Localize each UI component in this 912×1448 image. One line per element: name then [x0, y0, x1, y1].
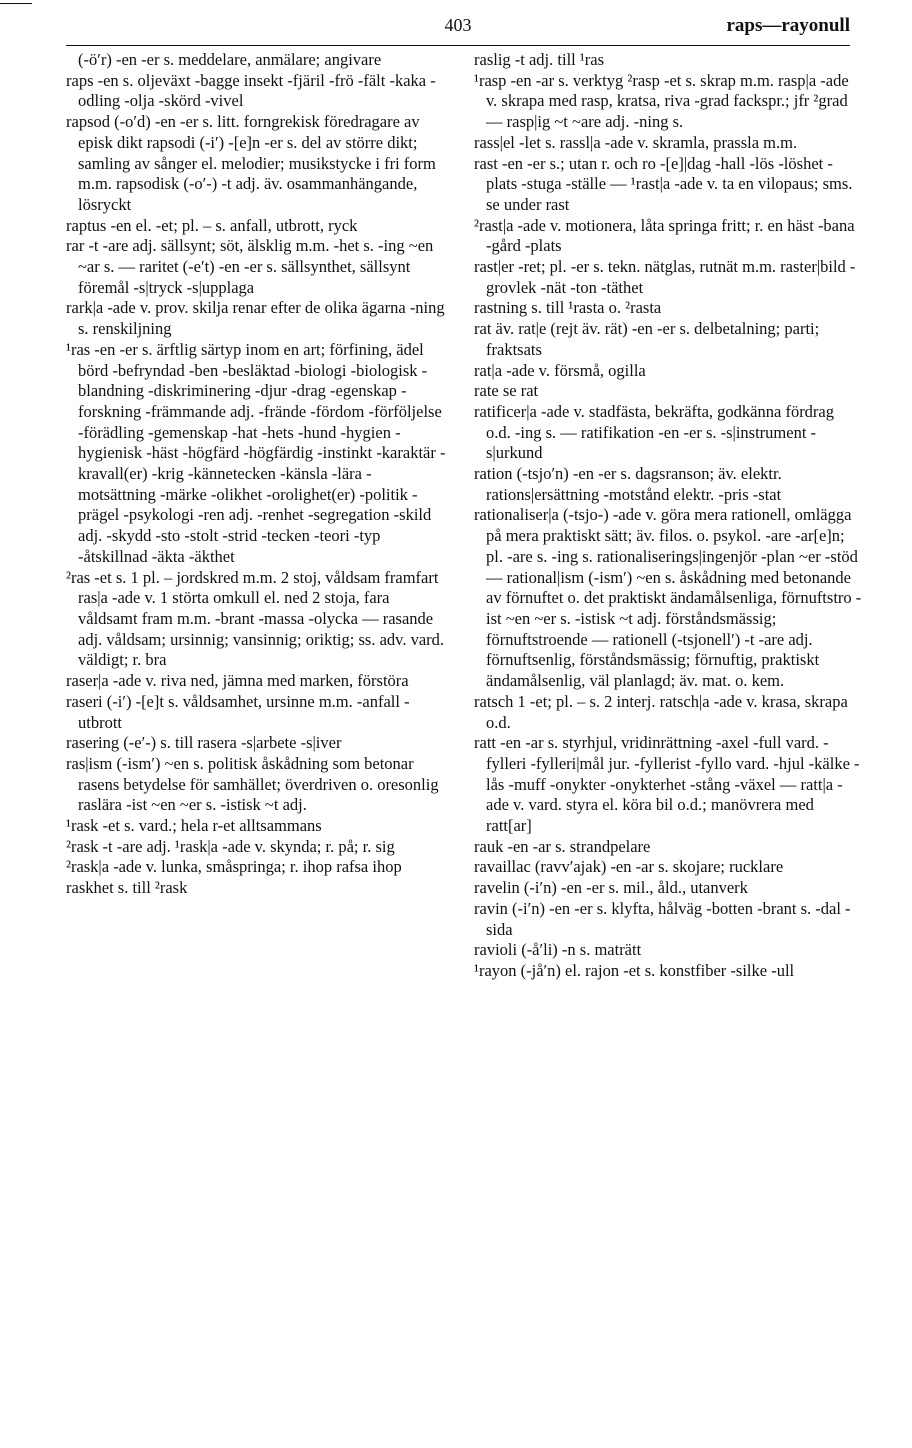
- dictionary-entry: raskhet s. till ²rask: [66, 878, 188, 898]
- dictionary-entry: ravioli (-å′li) -n s. maträtt: [474, 940, 642, 960]
- dictionary-entry: ratt -en -ar s. styrhjul, vridinrättning -axel -full vard. -fylleri -fylleri|mål jur. -fyllerist -fyllo vard. -hjul -kälke -lås -muff -onykter -onykterhet -stång -växel — ratt|a -ade v. vard. styra el. köra bil o.d.; manövrera med ratt[ar]: [474, 733, 860, 836]
- dictionary-entry: rauk -en -ar s. strandpelare: [474, 836, 651, 856]
- right-column: [474, 50, 862, 982]
- dictionary-entry: ravelin (-i′n) -en -er s. mil., åld., utanverk: [474, 878, 748, 898]
- dictionary-entry: ¹rask -et s. vard.; hela r-et alltsammans: [66, 816, 322, 836]
- dictionary-entry: rass|el -let s. rassl|a -ade v. skramla, prassla m.m.: [474, 132, 798, 152]
- dictionary-entry: ²rast|a -ade v. motionera, låta springa fritt; r. en häst -bana -gård -plats: [474, 215, 855, 256]
- dictionary-entry: rapsod (-o′d) -en -er s. litt. forngrekisk föredragare av episk dikt rapsodi (-i′) -[e]n -er s. del av större dikt; samling av sånger el. melodier; musikstycke i fri form m.m. rapsodisk (-o′-) -t adj. äv. osammanhängande, lösryckt: [66, 112, 436, 214]
- dictionary-entry: ration (-tsjo′n) -en -er s. dagsranson; äv. elektr. rations|ersättning -motstånd elektr. -pris -stat: [474, 464, 782, 504]
- dictionary-entry: (-ö′r) -en -er s. meddelare, anmälare; angivare: [78, 50, 382, 69]
- dictionary-entry: ¹rasp -en -ar s. verktyg ²rasp -et s. skrap m.m. rasp|a -ade v. skrapa med rasp, kratsa, riva -grad fackspr.; jfr ²grad — rasp|ig ~t ~are adj. -ning s.: [474, 70, 849, 132]
- left-column: [66, 50, 449, 899]
- dictionary-entry: rat äv. rat|e (rejt äv. rät) -en -er s. delbetalning; parti; fraktsats: [474, 319, 820, 359]
- dictionary-entry: rationaliser|a (-tsjo-) -ade v. göra mera rationell, omlägga på mera praktiskt sätt; äv. filos. o. psykol. -are -ar[e]n; pl. -are s. -ing s. rationaliserings|ingenjör -plan ~er -stöd — rational|ism (-ism′) ~en s. åskådning med betonande av förnuftet o. det praktiskt ändamålsenliga, förnuftstro -ist ~en ~er s. -istisk ~t adj. förståndsmässig; förnuftstroende — rationell (-tsjonell′) -t -are adj. förnuftsenlig, förståndsmässig; förnuftig, praktiskt ändamålsenlig, väl planlagd; äv. mat. o. kem.: [474, 505, 862, 691]
- dictionary-entry: raptus -en el. -et; pl. – s. anfall, utbrott, ryck: [66, 215, 358, 235]
- dictionary-entry: ravin (-i′n) -en -er s. klyfta, hålväg -botten -brant s. -dal -sida: [474, 898, 851, 939]
- dictionary-entry: rark|a -ade v. prov. skilja renar efter de olika ägarna -ning s. renskiljning: [66, 298, 445, 339]
- dictionary-entry: ¹rayon (-jå′n) el. rajon -et s. konstfiber -silke -ull: [474, 960, 795, 980]
- dictionary-entry: rat|a -ade v. försmå, ogilla: [474, 360, 646, 380]
- dictionary-entry: ²ras -et s. 1 pl. – jordskred m.m. 2 stoj, våldsam framfart ras|a -ade v. 1 störta omkull el. ned 2 stoja, fara våldsamt fram m.m. -brant -massa -olycka — rasande adj. våldsam; ursinnig; vansinnig; oriktig; ss. adv. vard. väldigt; r. bra: [66, 567, 445, 670]
- header-rule: [66, 45, 850, 46]
- dictionary-entry: rast|er -ret; pl. -er s. tekn. nätglas, rutnät m.m. raster|bild -grovlek -nät -ton -täthet: [474, 257, 856, 297]
- dictionary-entry: raser|a -ade v. riva ned, jämna med marken, förstöra: [66, 671, 409, 691]
- running-head: raps—rayonull: [726, 15, 850, 36]
- dictionary-entry: rasering (-e′-) s. till rasera -s|arbete -s|iver: [66, 733, 342, 753]
- dictionary-entry: ²rask|a -ade v. lunka, småspringa; r. ihop rafsa ihop: [66, 857, 402, 877]
- dictionary-entry: ravaillac (ravv′ajak) -en -ar s. skojare; rucklare: [474, 857, 784, 877]
- dictionary-entry: ratsch 1 -et; pl. – s. 2 interj. ratsch|a -ade v. krasa, skrapa o.d.: [474, 691, 848, 732]
- top-corner-rule: [0, 3, 32, 4]
- dictionary-entry: rast -en -er s.; utan r. och ro -[e]|dag -hall -lös -löshet -plats -stuga -ställe — ¹rast|a -ade v. ta en vilopaus; sms. se under rast: [474, 153, 853, 214]
- dictionary-entry: ¹ras -en -er s. ärftlig särtyp inom en art; förfining, ädel börd -befryndad -ben -besläktad -biologi -biologisk -blandning -diskriminering -djur -drag -egenskap -forskning -främmande adj. -frände -fördom -förföljelse -förädling -gemenskap -hat -hets -hund -hygien -hygienisk -häst -högfärd -högfärdig -instinkt -karaktär -kravall(er) -krig -kännetecken -känsla -lära -motsättning -märke -olikhet -orolighet(er) -politik -prägel -psykologi -ren adj. -renhet -segregation -skild adj. -skydd -sto -stolt -strid -tecken -teori -typ -åtskillnad -äkta -äkthet: [66, 339, 446, 566]
- page-header: [66, 14, 850, 38]
- dictionary-entry: ²rask -t -are adj. ¹rask|a -ade v. skynda; r. på; r. sig: [66, 836, 395, 856]
- dictionary-entry: rastning s. till ¹rasta o. ²rasta: [474, 298, 662, 318]
- dictionary-entry: ratificer|a -ade v. stadfästa, bekräfta, godkänna fördrag o.d. -ing s. — ratifikation -en -er s. -s|instrument -s|urkund: [474, 401, 835, 463]
- page-number: 403: [444, 15, 472, 35]
- dictionary-entry: ras|ism (-ism′) ~en s. politisk åskådning som betonar rasens betydelse för samhället; överdriven o. oresonlig raslära -ist ~en ~er s. -istisk ~t adj.: [66, 753, 439, 815]
- dictionary-entry: rar -t -are adj. sällsynt; söt, älsklig m.m. -het s. -ing ~en ~ar s. — raritet (-e′t) -en -er s. sällsynthet, sällsynt föremål -s|tryck -s|upplaga: [66, 236, 434, 297]
- dictionary-entry: raps -en s. oljeväxt -bagge insekt -fjäril -frö -fält -kaka -odling -olja -skörd -vivel: [66, 70, 436, 111]
- dictionary-entry: raseri (-i′) -[e]t s. våldsamhet, ursinne m.m. -anfall -utbrott: [66, 691, 410, 732]
- dictionary-entry: rate se rat: [474, 381, 539, 401]
- dictionary-entry: raslig -t adj. till ¹ras: [474, 50, 605, 69]
